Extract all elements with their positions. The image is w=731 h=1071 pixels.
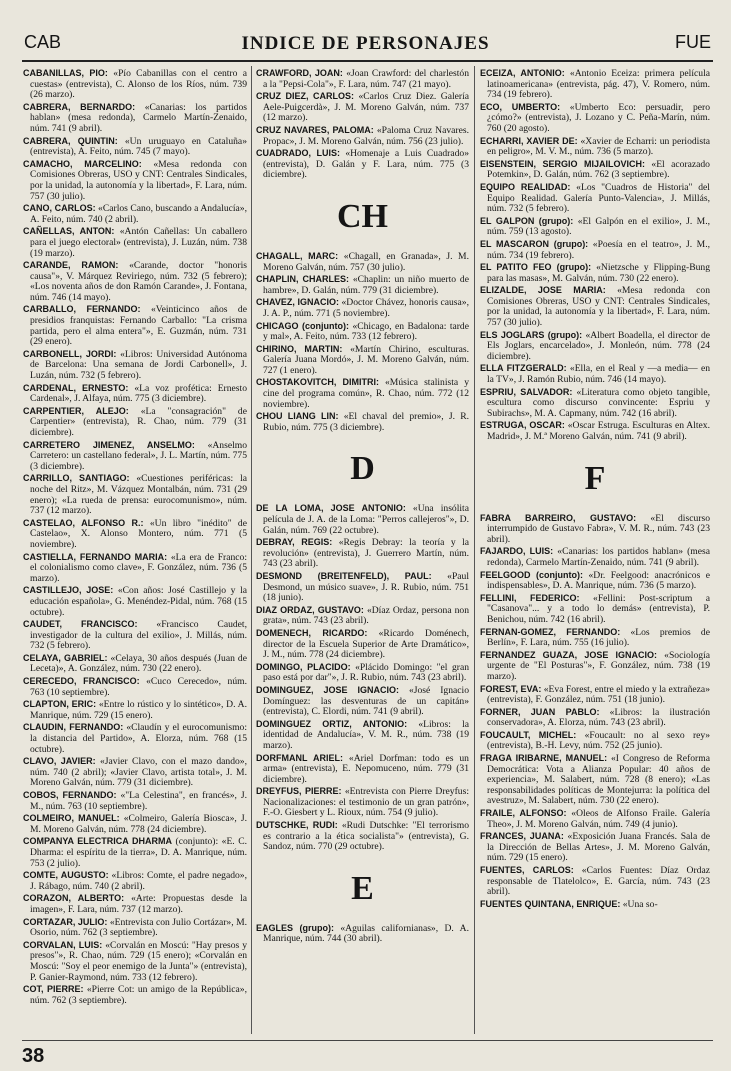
entry-text: «Literatura como objeto tangible, escultura como discurso convincente: Espriu y Subirachs», M. A. Capmany, núm. 742 (16 abril). bbox=[487, 386, 710, 419]
entry-name: CANO, CARLOS: bbox=[23, 203, 96, 214]
entry-name: CARANDE, RAMON: bbox=[23, 260, 119, 271]
index-entry bbox=[256, 503, 469, 536]
index-entry bbox=[480, 102, 710, 135]
entry-name: CHAPLIN, CHARLES: bbox=[256, 274, 349, 285]
entry-name: DOMINGO, PLACIDO: bbox=[256, 661, 351, 672]
index-entry bbox=[256, 68, 469, 90]
index-entry bbox=[480, 182, 710, 215]
index-entry bbox=[256, 685, 469, 718]
entry-name: EL GALPON (grupo): bbox=[480, 215, 574, 226]
entry-text: «Entrevista con Pierre Dreyfus: Nacionalizaciones: el testimonio de un gran patrón», F.-O. Giesbert y L. Rioux, núm. 754 (9 julio). bbox=[263, 786, 469, 819]
column-divider bbox=[251, 66, 252, 1034]
index-entry bbox=[480, 330, 710, 363]
index-entry bbox=[23, 984, 247, 1006]
index-entry bbox=[256, 125, 469, 147]
index-entry bbox=[256, 344, 469, 377]
index-entry bbox=[480, 593, 710, 626]
running-head-right: FUE bbox=[675, 32, 711, 52]
entry-text: «Arte: Propuestas desde la imagen», F. Lara, núm. 737 (12 marzo). bbox=[30, 893, 247, 915]
index-entry bbox=[23, 870, 247, 892]
entry-name: DORFMANL ARIEL: bbox=[256, 752, 343, 763]
entry-name: DESMOND (BREITENFELD), PAUL: bbox=[256, 571, 432, 581]
entry-name: ELIZALDE, JOSE MARIA: bbox=[480, 285, 606, 296]
entry-name: COLMEIRO, MANUEL: bbox=[23, 813, 120, 824]
entry-text: «Eva Forest, entre el miedo y la extrañeza» (entrevista), F. González, núm. 751 (18 junio). bbox=[487, 683, 710, 706]
entry-name: COMPANYA ELECTRICA DHARMA bbox=[23, 836, 173, 847]
index-entry bbox=[23, 940, 247, 983]
entry-text: «Anselmo Carretero: un castellano federal», J. L. Martín, núm. 775 (3 diciembre). bbox=[30, 439, 247, 472]
section-letter-f: F bbox=[584, 459, 606, 497]
entry-name: ELS JOGLARS (grupo): bbox=[480, 329, 583, 340]
entry-text: «Exposición Juana Francés. Sala de la Dirección de Bellas Artes», J. M. Moreno Galván, núm. 729 (15 enero). bbox=[487, 831, 710, 864]
entry-text: «Pierre Cot: un amigo de la República», núm. 762 (3 septiembre). bbox=[30, 984, 247, 1006]
index-entry bbox=[256, 91, 469, 124]
entry-text: «Aguilas californianas», D. A. Manrique, núm. 744 (30 abril). bbox=[263, 922, 469, 945]
index-entry bbox=[23, 756, 247, 789]
index-entry bbox=[23, 473, 247, 516]
entry-text: «Un uruguayo en Cataluña» (entrevista), A. Feito, núm. 745 (7 mayo). bbox=[30, 135, 247, 158]
index-entry bbox=[23, 68, 247, 101]
index-entry bbox=[480, 159, 710, 181]
index-entry bbox=[23, 159, 247, 202]
entry-text: «Sociología urgente de "El Posturas"», F. González, núm. 738 (19 marzo). bbox=[487, 649, 710, 682]
index-entry bbox=[480, 730, 710, 752]
entry-text: «El Galpón en el exilio», J. M., núm. 759 (13 agosto). bbox=[487, 215, 710, 238]
entry-name: CERECEDO, FRANCISCO: bbox=[23, 676, 140, 687]
entry-name: CARRETERO JIMENEZ, ANSELMO: bbox=[23, 439, 195, 450]
entry-text: «Javier Clavo, con el mazo dando», núm. 740 (2 abril); «Javier Clavo, artista total», J. M. Moreno Galván, núm. 779 (31 diciembre). bbox=[30, 756, 247, 789]
entry-name: DOMINGUEZ, JOSE IGNACIO: bbox=[256, 684, 400, 695]
entry-text: «Oleos de Alfonso Fraile. Galería Theo», J. M. Moreno Galván, núm. 749 (4 junio). bbox=[487, 808, 710, 830]
entry-text: «Libros: la ilustración conservadora», A. Elorza, núm. 743 (23 abril). bbox=[487, 706, 710, 729]
entry-text: «Díaz Ordaz, persona non grata», núm. 743 (23 abril). bbox=[263, 604, 469, 627]
index-entry bbox=[23, 585, 247, 618]
entry-text: «Fellini: Post-scriptum a "Casanova"... y a todo lo demás» (entrevista), P. Benichou, núm. 742 (16 abril). bbox=[487, 592, 710, 625]
entry-text: «Poesía en el teatro», J. M., núm. 734 (19 febrero). bbox=[487, 238, 710, 261]
page-number: 38 bbox=[22, 1045, 45, 1067]
entry-name: EAGLES (grupo): bbox=[256, 922, 334, 933]
index-entry bbox=[480, 684, 710, 706]
entry-name: FORNER, JUAN PABLO: bbox=[480, 706, 600, 717]
index-entry bbox=[256, 537, 469, 570]
index-entry bbox=[480, 285, 710, 328]
entry-text: «Veinticinco años de presidios franquistas: Fernando Carballo: "La crisma partida, pero el alma entera"», E. Guzmán, núm. 731 (29 enero). bbox=[30, 304, 247, 348]
entry-name: ELLA FITZGERALD: bbox=[480, 363, 567, 374]
index-entry bbox=[480, 387, 710, 420]
index-entry bbox=[480, 650, 710, 683]
index-entry bbox=[23, 304, 247, 347]
index-entry bbox=[23, 552, 247, 585]
entry-text: «El acorazado Potemkin», D. Galán, núm. 762 (3 septiembre). bbox=[487, 158, 710, 181]
entry-text: «Pío Cabanillas con el centro a cuestas» (entrevista), C. Alonso de los Ríos, núm. 739 (26 marzo). bbox=[30, 68, 247, 101]
index-entry bbox=[23, 917, 247, 939]
entry-name: EQUIPO REALIDAD: bbox=[480, 181, 571, 192]
index-entry bbox=[23, 722, 247, 755]
index-entry bbox=[23, 813, 247, 835]
index-entry bbox=[256, 605, 469, 627]
index-entry bbox=[23, 260, 247, 303]
entry-text: «Nietzsche y Flipping-Bung para las masas», M. Galván, núm. 730 (22 enero). bbox=[487, 262, 710, 284]
entry-name: CHAVEZ, IGNACIO: bbox=[256, 297, 339, 308]
index-entry bbox=[480, 513, 710, 546]
index-entry bbox=[480, 420, 710, 442]
entry-text: «Plácido Domingo: "el gran paso está por dar"», J. R. Rubio, núm. 743 (23 abril). bbox=[263, 661, 469, 684]
entry-text: «Cuestiones periféricas: la noche del Ritz», M. Vázquez Montalbán, núm. 731 (29 enero); «La rueda de prensa: eurocomunismo», núm. 737 (12 marzo). bbox=[30, 473, 247, 517]
entry-text: «Chaplin: un niño muerto de hambre», D. Galán, núm. 779 (31 diciembre). bbox=[263, 274, 469, 296]
index-entry bbox=[256, 297, 469, 319]
entry-text: «Homenaje a Luis Cuadrado» (entrevista), D. Galán y F. Lara, núm. 775 (3 diciembre). bbox=[263, 148, 469, 181]
index-entry bbox=[256, 662, 469, 684]
entry-name: CORTAZAR, JULIO: bbox=[23, 916, 108, 927]
entry-text: «Un libro "inédito" de Castelao», X. Alonso Montero, núm. 771 (5 noviembre). bbox=[30, 517, 247, 550]
entry-name: DE LA LOMA, JOSE ANTONIO: bbox=[256, 503, 406, 514]
entry-text: «Carlos Cano, buscando a Andalucía», A. Feito, núm. 740 (2 abril). bbox=[30, 203, 247, 225]
index-entry bbox=[23, 836, 247, 869]
entry-text: «El chaval del premio», J. R. Rubio, núm. 775 (3 diciembre). bbox=[263, 411, 469, 433]
index-entry bbox=[23, 406, 247, 439]
entry-text: «Música stalinista y cine del programa común», R. Chao, núm. 772 (12 noviembre). bbox=[263, 377, 469, 410]
entry-text: «Cuco Cerecedo», núm. 763 (10 septiembre). bbox=[30, 676, 247, 698]
index-entry bbox=[480, 239, 710, 261]
entry-name: EL MASCARON (grupo): bbox=[480, 238, 589, 249]
entry-name: CABRERA, BERNARDO: bbox=[23, 101, 136, 112]
entry-text: «Oscar Estruga. Esculturas en Altex. Madrid», J. M.ª Moreno Galván, núm. 741 (9 abril). bbox=[487, 420, 710, 442]
entry-name: CELAYA, GABRIEL: bbox=[23, 652, 108, 663]
entry-name: FABRA BARREIRO, GUSTAVO: bbox=[480, 512, 637, 523]
entry-text: «Una insólita película de J. A. de la Loma: "Perros callejeros"», D. Galán, núm. 769 (22 octubre). bbox=[263, 503, 469, 536]
entry-name: FUENTES, CARLOS: bbox=[480, 865, 574, 875]
entry-name: CAÑELLAS, ANTON: bbox=[23, 226, 115, 237]
entry-name: ECO, UMBERTO: bbox=[480, 101, 561, 112]
entry-text: «Mesa redonda con Comisiones Obreras, USO y CNT: Centrales Sindicales, por la unidad, la autonomía y la libertad», F. Lara, núm. 757 (30 julio). bbox=[487, 285, 710, 329]
entry-text: «Celaya, 30 años después (Juan de Leceta)», A. González, núm. 730 (22 enero). bbox=[30, 652, 247, 675]
entry-name: FRANCES, JUANA: bbox=[480, 831, 564, 842]
entry-text: «"La Celestina", en francés», J. M., núm. 763 (10 septiembre). bbox=[30, 790, 247, 812]
running-head-left: CAB bbox=[24, 32, 62, 52]
entry-text: «Xavier de Echarri: un periodista en peligro», M. V. M., núm. 736 (5 marzo). bbox=[487, 135, 710, 158]
entry-text: «Regis Debray: la teoría y la revolución» (entrevista), J. Guerrero Martín, núm. 743 (23 abril). bbox=[263, 537, 469, 570]
entry-name: CHAGALL, MARC: bbox=[256, 250, 339, 261]
entry-text: «Joan Crawford: del charlestón a la "Pepsi-Cola"», F. Lara, núm. 747 (21 mayo). bbox=[263, 68, 469, 90]
entry-text: «Albert Boadella, el director de Els Joglars, encarcelado», J. Monleón, núm. 778 (24 diciembre). bbox=[487, 329, 710, 362]
entry-name: ESTRUGA, OSCAR: bbox=[480, 420, 565, 431]
entry-text: «Canarias: los partidos hablan» (mesa redonda), Carmelo Martín-Zenaido, núm. 741 (9 abril). bbox=[487, 546, 710, 568]
entry-name: FERNAN-GOMEZ, FERNANDO: bbox=[480, 626, 621, 637]
entry-name: CHOSTAKOVITCH, DIMITRI: bbox=[256, 377, 379, 388]
entry-name: CARDENAL, ERNESTO: bbox=[23, 382, 129, 393]
entry-text: «Carlos Fuentes: Díaz Ordaz responsable de Tlatelolco», E. García, núm. 743 (23 abril). bbox=[487, 865, 710, 898]
entry-text: «Libros: la identidad de Andalucía», V. M. R., núm. 738 (19 marzo). bbox=[263, 718, 469, 751]
entry-text: «Chicago, en Badalona: tarde y mal», A. Feito, núm. 733 (12 febrero). bbox=[263, 320, 469, 343]
index-entry bbox=[256, 753, 469, 786]
entry-name: COMTE, AUGUSTO: bbox=[23, 870, 109, 881]
entry-text: «Libros: Comte, el padre negado», J. Rábago, núm. 740 (2 abril). bbox=[30, 870, 247, 892]
entry-text: «Doctor Chávez, honoris causa», J. A. P., núm. 771 (5 noviembre). bbox=[263, 297, 469, 319]
index-entry bbox=[23, 226, 247, 259]
index-entry bbox=[23, 102, 247, 135]
index-entry bbox=[23, 349, 247, 382]
index-entry bbox=[480, 627, 710, 649]
index-entry bbox=[23, 518, 247, 551]
index-entry bbox=[23, 790, 247, 812]
section-letter-e: E bbox=[351, 869, 374, 907]
entry-text: «Entre lo rústico y lo sintético», D. A. Manrique, núm. 729 (15 enero). bbox=[30, 699, 247, 721]
index-entry bbox=[256, 251, 469, 273]
index-entry bbox=[480, 707, 710, 729]
index-entry bbox=[480, 546, 710, 568]
index-entry bbox=[23, 203, 247, 225]
entry-text: «Claudín y el eurocomunismo: la distancia del Partido», A. Elorza, núm. 768 (15 octubre). bbox=[30, 722, 247, 755]
entry-name: FUENTES QUINTANA, ENRIQUE: bbox=[480, 898, 621, 909]
entry-text: «La "consagración" de Carpentier» (entrevista), R. Chao, núm. 779 (31 diciembre). bbox=[30, 405, 247, 438]
index-entry bbox=[23, 383, 247, 405]
column-2 bbox=[256, 68, 469, 1033]
entry-name: FRAILE, ALFONSO: bbox=[480, 808, 567, 819]
entry-text: «Ricardo Doménech, director de la Escuela Superior de Arte Dramático», J. M., núm. 778 (24 diciembre). bbox=[263, 627, 469, 661]
entry-text: «Umberto Eco: persuadir, pero ¿cómo?» (entrevista), J. Lozano y C. Peña-Marín, núm. 760 (20 agosto). bbox=[487, 101, 710, 134]
index-entry bbox=[23, 619, 247, 652]
entry-name: CLAVO, JAVIER: bbox=[23, 756, 96, 767]
index-entry bbox=[256, 628, 469, 661]
entry-name: ECEIZA, ANTONIO: bbox=[480, 68, 565, 78]
index-entry bbox=[256, 377, 469, 410]
entry-name: COBOS, FERNANDO: bbox=[23, 790, 117, 800]
entry-text: «Foucault: no al sexo rey» (entrevista), B.-H. Levy, núm. 752 (25 junio). bbox=[487, 729, 710, 752]
entry-name: COT, PIERRE: bbox=[23, 984, 84, 995]
entry-text: «Antonio Eceiza: primera película latinoamericana» (entrevista, pág. 47), V. Romero, núm. 734 (19 febrero). bbox=[487, 68, 710, 101]
header-rule bbox=[22, 60, 713, 62]
entry-name: DREYFUS, PIERRE: bbox=[256, 786, 342, 797]
entry-name: CARRILLO, SANTIAGO: bbox=[23, 473, 130, 484]
entry-text: «Libros: Universidad Autónoma de Barcelona: Una semana de Jordi Carbonell», J. Luzán, núm. 732 (5 febrero). bbox=[30, 348, 247, 382]
entry-name: CAMACHO, MARCELINO: bbox=[23, 158, 142, 169]
entry-name: CASTELAO, ALFONSO R.: bbox=[23, 517, 144, 528]
index-entry bbox=[23, 699, 247, 721]
index-entry bbox=[23, 676, 247, 698]
entry-name: FAJARDO, LUIS: bbox=[480, 546, 554, 557]
entry-text: «Ariel Dorfman: todo es un arma» (entrevista), E. Nepomuceno, núm. 779 (31 diciembre). bbox=[263, 752, 469, 785]
entry-text: «I Congreso de Reforma Democrática: Vota a Alianza Popular: 40 años de experiencia», M. Salabert, núm. 728 (8 enero); «Las responsabilidades políticas de Montejurra: la política del avestruz», M. Salabert, núm. 730 (22 enero). bbox=[487, 753, 710, 807]
index-entry bbox=[256, 274, 469, 296]
entry-name: FRAGA IRIBARNE, MANUEL: bbox=[480, 753, 608, 764]
entry-name: ECHARRI, XAVIER DE: bbox=[480, 135, 578, 146]
entry-name: FERNANDEZ GUAZA, JOSE IGNACIO: bbox=[480, 649, 658, 660]
entry-text: «Chagall, en Granada», J. M. Moreno Galván, núm. 757 (30 julio). bbox=[263, 250, 469, 273]
entry-text: «Una so- bbox=[622, 898, 658, 910]
entry-text: «Los "Cuadros de Historia" del Equipo Realidad. Galería Punto-Valencia», J. Millás, núm. 732 (5 febrero). bbox=[487, 181, 710, 215]
entry-text: «Entrevista con Julio Cortázar», M. Osorio, núm. 762 (3 septiembre). bbox=[30, 916, 247, 939]
entry-name: CABRERA, QUINTIN: bbox=[23, 135, 118, 146]
entry-text: «Carlos Cruz Diez. Galería Aele-Puigcerdà», J. M. Moreno Galván, núm. 737 (12 marzo). bbox=[263, 91, 469, 124]
entry-name: EISENSTEIN, SERGIO MIJAILOVICH: bbox=[480, 158, 645, 169]
entry-name: CRAWFORD, JOAN: bbox=[256, 68, 343, 78]
index-entry bbox=[256, 923, 469, 945]
entry-text: «Mesa redonda con Comisiones Obreras, USO y CNT: Centrales Sindicales, por la unidad, la autonomía y la libertad», F. Lara, núm. 757 (30 julio). bbox=[30, 158, 247, 202]
entry-name: CARBONELL, JORDI: bbox=[23, 348, 117, 359]
section-letter-d: D bbox=[350, 450, 375, 488]
entry-text: «Los premios de Berlín», F. Lara, núm. 755 (16 julio). bbox=[487, 626, 710, 649]
entry-text: «Colmeiro, Galería Biosca», J. M. Moreno Galván, núm. 778 (24 diciembre). bbox=[30, 813, 247, 835]
entry-text: «Antón Cañellas: Un caballero para el juego electoral» (entrevista), J. Luzán, núm. 738 (19 marzo). bbox=[30, 226, 247, 259]
entry-name: CARPENTIER, ALEJO: bbox=[23, 405, 129, 416]
entry-text: «La voz profética: Ernesto Cardenal», J. Alfaya, núm. 775 (3 diciembre). bbox=[30, 382, 247, 405]
index-entry bbox=[480, 363, 710, 385]
entry-name: CHOU LIANG LIN: bbox=[256, 411, 339, 422]
index-entry bbox=[480, 808, 710, 830]
index-entry bbox=[23, 653, 247, 675]
entry-name: DOMINGUEZ ORTIZ, ANTONIO: bbox=[256, 718, 408, 729]
index-entry bbox=[480, 68, 710, 101]
page-title: INDICE DE PERSONAJES bbox=[241, 33, 490, 54]
entry-text: «Corvalán en Moscú: "Hay presos y presos"», R. Chao, núm. 729 (15 enero); «Corvalán en Moscú: "Soy el peor enemigo de la Junta"» (entrevista), P. Ganier-Raymond, núm. 733 (12 febrero). bbox=[30, 939, 247, 983]
footer-rule bbox=[22, 1040, 713, 1041]
index-entry bbox=[256, 786, 469, 819]
entry-text: «El discurso interrumpido de Gustavo Fabra», V. M. R., núm. 743 (23 abril). bbox=[487, 512, 710, 545]
entry-name: FELLINI, FEDERICO: bbox=[480, 592, 580, 603]
entry-name: CAUDET, FRANCISCO: bbox=[23, 619, 138, 630]
entry-text: «Paloma Cruz Navares. Propac», J. M. Moreno Galván, núm. 756 (23 julio). bbox=[263, 124, 469, 147]
entry-text: «Martín Chirino, esculturas. Galería Juana Mordó», J. M. Moreno Galván, núm. 727 (1 enero). bbox=[263, 343, 469, 376]
entry-text: «Dr. Feelgood: anacrónicos e indispensables», D. A. Manrique, núm. 736 (5 marzo). bbox=[487, 569, 710, 592]
column-divider bbox=[474, 66, 475, 1034]
entry-name: CASTILLEJO, JOSE: bbox=[23, 585, 114, 596]
entry-name: CLAPTON, ERIC: bbox=[23, 699, 97, 710]
entry-text: «Francisco Caudet, investigador de la cultura del exilio», J. Millás, núm. 732 (5 febrero). bbox=[30, 619, 247, 652]
entry-name: CRUZ NAVARES, PALOMA: bbox=[256, 124, 374, 135]
index-entry bbox=[256, 719, 469, 752]
entry-name: CRUZ DIEZ, CARLOS: bbox=[256, 91, 355, 102]
section-letter-ch: CH bbox=[337, 197, 388, 235]
index-entry bbox=[23, 440, 247, 473]
entry-name: FOUCAULT, MICHEL: bbox=[480, 729, 577, 740]
entry-text: «Canarias: los partidos hablan» (mesa redonda), Carmelo Martín-Zenaido, núm. 741 (9 abril). bbox=[30, 101, 247, 134]
index-entry bbox=[480, 216, 710, 238]
index-entry bbox=[256, 571, 469, 604]
entry-text: «La era de Franco: el colonialismo como clave», F. González, núm. 736 (5 marzo). bbox=[30, 551, 247, 584]
entry-name: EL PATITO FEO (grupo): bbox=[480, 262, 592, 273]
column-1 bbox=[23, 68, 247, 1033]
entry-name: FEELGOOD (conjunto): bbox=[480, 569, 584, 580]
index-entry bbox=[256, 411, 469, 433]
entry-name: FOREST, EVA: bbox=[480, 683, 542, 694]
index-entry bbox=[256, 148, 469, 181]
entry-text: «Ella, en el Real y —a media— en la TV», J. Ramón Rubio, núm. 746 (14 mayo). bbox=[487, 363, 710, 386]
index-entry bbox=[23, 893, 247, 915]
entry-text: «Rudi Dutschke: "El terrorismo es contrario a la ética socialista"» (entrevista), G. Sandoz, núm. 770 (29 octubre). bbox=[263, 820, 469, 853]
entry-name: DIAZ ORDAZ, GUSTAVO: bbox=[256, 604, 364, 615]
entry-name: CABANILLAS, PIO: bbox=[23, 68, 108, 78]
index-entry bbox=[256, 321, 469, 343]
entry-name: CARBALLO, FERNANDO: bbox=[23, 304, 141, 315]
entry-name: CUADRADO, LUIS: bbox=[256, 148, 340, 159]
entry-name: DEBRAY, REGIS: bbox=[256, 537, 333, 548]
entry-name: CASTIELLA, FERNANDO MARIA: bbox=[23, 551, 168, 562]
index-entry bbox=[480, 753, 710, 807]
index-entry bbox=[480, 136, 710, 158]
index-entry bbox=[480, 570, 710, 592]
entry-text: «Paul Desmond, un músico suave», J. R. Rubio, núm. 751 (18 junio). bbox=[263, 571, 469, 604]
entry-name: CHICAGO (conjunto): bbox=[256, 320, 350, 331]
entry-name: CLAUDIN, FERNANDO: bbox=[23, 722, 124, 733]
index-entry bbox=[23, 136, 247, 158]
entry-name: DUTSCHKE, RUDI: bbox=[256, 820, 338, 831]
entry-text: «Con años: José Castillejo y la educación española», G. Menéndez-Pidal, núm. 768 (15 octubre). bbox=[30, 585, 247, 618]
entry-text: «Carande, doctor "honoris causa"», V. Márquez Reviriego, núm. 732 (5 febrero); «Los noventa años de don Ramón Carande», J. Fontana, núm. 746 (14 mayo). bbox=[30, 260, 247, 303]
entry-text: «José Ignacio Domínguez: las desventuras de un capitán» (entrevista), C. Elordi, núm. 741 (9 abril). bbox=[263, 684, 469, 718]
entry-name: DOMENECH, RICARDO: bbox=[256, 627, 368, 638]
column-3 bbox=[480, 68, 710, 1033]
index-entry bbox=[480, 831, 710, 864]
entry-name: ESPRIU, SALVADOR: bbox=[480, 386, 573, 397]
index-entry bbox=[256, 820, 469, 853]
entry-name: CORAZON, ALBERTO: bbox=[23, 893, 125, 904]
entry-name: CHIRINO, MARTIN: bbox=[256, 343, 343, 354]
index-entry bbox=[480, 865, 710, 898]
index-entry bbox=[480, 899, 710, 911]
entry-text: (conjunto): «E. C. Dharma: el espíritu de la tierra», D. A. Manrique, núm. 753 (2 julio). bbox=[30, 836, 247, 869]
entry-name: CORVALAN, LUIS: bbox=[23, 939, 103, 950]
index-entry bbox=[480, 262, 710, 284]
